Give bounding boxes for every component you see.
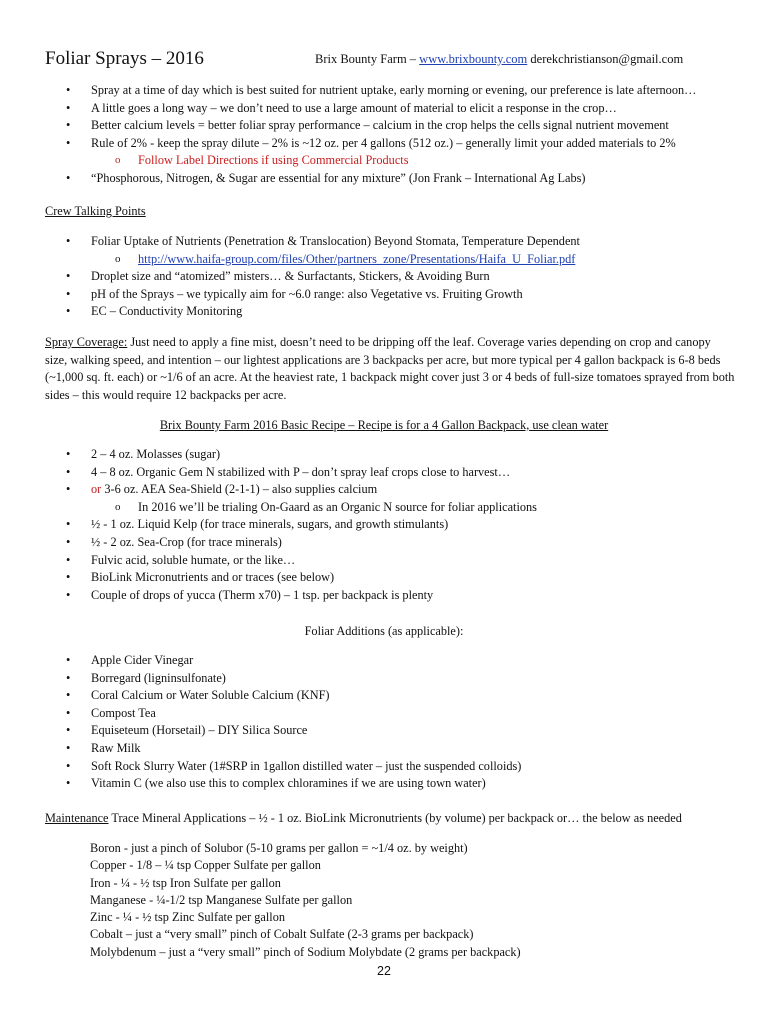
farm-name: Brix Bounty Farm –: [315, 52, 420, 66]
list-item: • Compost Tea: [66, 705, 726, 723]
list-item: • Rule of 2% - keep the spray dilute – 2% is ~12 oz. per 4 gallons (512 oz.) – generally limit your added materials to 2%: [66, 135, 726, 153]
sub-list-item: o Follow Label Directions if using Commercial Products: [66, 152, 726, 170]
list-item: • ½ - 2 oz. Sea-Crop (for trace minerals): [66, 534, 726, 552]
recipe-heading: Brix Bounty Farm 2016 Basic Recipe – Recipe is for a 4 Gallon Backpack, use clean water: [159, 418, 609, 432]
list-item: • Apple Cider Vinegar: [66, 652, 726, 670]
list-item: • Foliar Uptake of Nutrients (Penetration & Translocation) Beyond Stomata, Temperature Dependent: [66, 233, 726, 251]
additions-heading: Foliar Additions (as applicable):: [304, 624, 464, 638]
spray-coverage-text: Just need to apply a fine mist, doesn’t need to be dripping off the leaf. Coverage varies depending on crop and canopy size, walking speed, and intention – our lightest applications are 3 backpacks per acre, but more typical per 4 gallon backpack is 6-8 beds (~1,000 sq. ft. each) or ~1/6 of an acre. At the heaviest rate, 1 backpack might cover just 3 or 4 beds of full-size tomatoes sprayed from both sides – this would require 12 backpacks per acre.: [45, 335, 735, 402]
list-item: • or 3-6 oz. AEA Sea-Shield (2-1-1) – also supplies calcium: [66, 481, 726, 499]
sub-list-item: o In 2016 we’ll be trialing On-Gaard as an Organic N source for foliar applications: [66, 499, 726, 517]
trace-line: Copper - 1/8 – ¼ tsp Copper Sulfate per gallon: [90, 858, 321, 873]
crew-heading: Crew Talking Points: [45, 204, 146, 218]
list-item: • Raw Milk: [66, 740, 726, 758]
list-item: • Equiseteum (Horsetail) – DIY Silica Source: [66, 722, 726, 740]
list-item: • Couple of drops of yucca (Therm x70) – 1 tsp. per backpack is plenty: [66, 587, 726, 605]
page-number: 22: [377, 964, 391, 978]
sub-list-item: [66, 251, 726, 269]
page-title: Foliar Sprays – 2016: [45, 48, 204, 69]
list-item: • Borregard (ligninsulfonate): [66, 670, 726, 688]
maintenance-paragraph: [45, 810, 735, 828]
spray-coverage-paragraph: [45, 334, 735, 404]
spray-coverage-label: Spray Coverage:: [45, 335, 128, 349]
recipe-list: [66, 446, 726, 604]
list-item: • Soft Rock Slurry Water (1#SRP in 1gallon distilled water – just the suspended colloids): [66, 758, 726, 776]
maintenance-label: Maintenance: [45, 811, 109, 825]
list-item: • 2 – 4 oz. Molasses (sugar): [66, 446, 726, 464]
haifa-link[interactable]: http://www.haifa-group.com/files/Other/partners_zone/Presentations/Haifa_U_Foliar.pdf: [138, 251, 576, 266]
list-item: • ½ - 1 oz. Liquid Kelp (for trace minerals, sugars, and growth stimulants): [66, 516, 726, 534]
intro-list: [66, 82, 726, 188]
list-item: • Vitamin C (we also use this to complex chloramines if we are using town water): [66, 775, 726, 793]
list-item: • Fulvic acid, soluble humate, or the like…: [66, 552, 726, 570]
trace-line: Iron - ¼ - ½ tsp Iron Sulfate per gallon: [90, 875, 281, 890]
crew-list: [66, 233, 726, 321]
trace-line: Cobalt – just a “very small” pinch of Cobalt Sulfate (2-3 grams per backpack): [90, 927, 474, 942]
page-header: [45, 46, 735, 76]
email-text: derekchristianson@gmail.com: [527, 52, 684, 66]
list-item: • Coral Calcium or Water Soluble Calcium (KNF): [66, 687, 726, 705]
header-contact: [315, 52, 683, 67]
list-item: • Better calcium levels = better foliar spray performance – calcium in the crop helps the cells signal nutrient movement: [66, 117, 726, 135]
list-item: • BioLink Micronutrients and or traces (see below): [66, 569, 726, 587]
trace-mineral-list: [90, 840, 730, 961]
trace-line: Molybdenum – just a “very small” pinch of Sodium Molybdate (2 grams per backpack): [90, 944, 521, 959]
list-item: • 4 – 8 oz. Organic Gem N stabilized with P – don’t spray leaf crops close to harvest…: [66, 464, 726, 482]
website-link[interactable]: www.brixbounty.com: [419, 52, 528, 66]
additions-list: [66, 652, 726, 793]
maintenance-text: Trace Mineral Applications – ½ - 1 oz. BioLink Micronutrients (by volume) per backpack or… the below as needed: [108, 811, 682, 825]
list-item: • “Phosphorous, Nitrogen, & Sugar are essential for any mixture” (Jon Frank – International Ag Labs): [66, 170, 726, 188]
list-item: • Spray at a time of day which is best suited for nutrient uptake, early morning or evening, our preference is late afternoon…: [66, 82, 726, 100]
trace-line: Manganese - ¼-1/2 tsp Manganese Sulfate per gallon: [90, 892, 353, 907]
list-item: • A little goes a long way – we don’t need to use a large amount of material to elicit a response in the crop…: [66, 100, 726, 118]
or-text: or: [91, 482, 102, 497]
trace-line: Zinc - ¼ - ½ tsp Zinc Sulfate per gallon: [90, 910, 285, 925]
list-item: • EC – Conductivity Monitoring: [66, 303, 726, 321]
trace-line: Boron - just a pinch of Solubor (5-10 grams per gallon = ~1/4 oz. by weight): [90, 841, 468, 855]
list-item: • Droplet size and “atomized” misters… & Surfactants, Stickers, & Avoiding Burn: [66, 268, 726, 286]
list-item: • pH of the Sprays – we typically aim for ~6.0 range: also Vegetative vs. Fruiting Growth: [66, 286, 726, 304]
